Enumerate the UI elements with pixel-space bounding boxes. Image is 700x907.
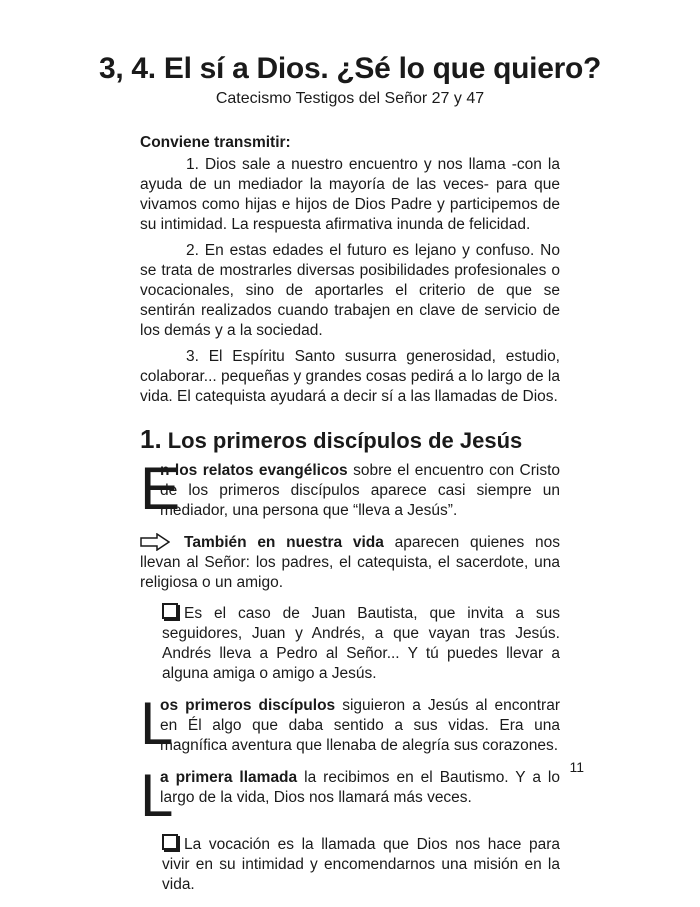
drop-cap: L: [140, 690, 174, 757]
intro-lead: Conviene transmitir:: [140, 134, 291, 151]
paragraph-relatos: [140, 455, 560, 522]
paragraph-text: Es el caso de Juan Bautista, que invita a sus seguidores, Juan y Andrés, a que vayan tras Jesús. Andrés lleva a Pedro al Señor... Y tú puedes llevar a alguna amiga o amigo a Jesús.: [162, 605, 560, 682]
checkbox-bullet-icon: [162, 603, 178, 619]
drop-cap: E: [140, 455, 181, 522]
page-subtitle: Catecismo Testigos del Señor 27 y 47: [215, 90, 485, 107]
bold-phrase: a primera llamada: [160, 769, 298, 786]
paragraph-rest: la recibimos en el Bautismo. Y a lo largo de la vida, Dios nos llamará más veces.: [160, 769, 560, 806]
paragraph-text: [160, 696, 560, 756]
intro-point-3: 3. El Espíritu Santo susurra generosidad, estudio, colaborar... pequeñas y grandes cosas pedirá a lo largo de la vida. El catequista ayudará a decir sí a las llamadas de Dios.: [140, 348, 560, 405]
paragraph-text: [160, 461, 560, 521]
paragraph-juan-bautista: [140, 603, 560, 684]
section-number: 1.: [140, 424, 162, 454]
paragraph-text: La vocación es la llamada que Dios nos hace para vivir en su intimidad y encomendarnos una misión en la vida.: [162, 836, 560, 893]
page-title: 3, 4. El sí a Dios. ¿Sé lo que quiero?: [98, 52, 602, 85]
bold-phrase: n los relatos evangélicos: [160, 462, 348, 479]
paragraph-vocacion: [140, 834, 560, 895]
arrow-right-icon: [140, 533, 170, 551]
intro-point-1: 1. Dios sale a nuestro encuentro y nos llama -con la ayuda de un mediador la mayoría de las veces- para que vivamos como hijas e hijos de Dios Padre y participemos de su intimidad. La respuesta afirmativa inunda de felicidad.: [140, 156, 560, 233]
bold-phrase: También en nuestra vida: [184, 534, 384, 551]
paragraph-text: [160, 768, 560, 808]
paragraph-rest: sobre el encuentro con Cristo de los primeros discípulos aparece casi siempre un mediador, una persona que “lleva a Jesús”.: [160, 462, 560, 519]
section-heading: [140, 425, 560, 455]
paragraph-rest: siguieron a Jesús al encontrar en Él algo que daba sentido a sus vidas. Era una magnífica aventura que llenaba de alegría sus corazones.: [160, 697, 561, 754]
paragraph-rest: aparecen quienes nos llevan al Señor: los padres, el catequista, el sacerdote, una religiosa o un amigo.: [140, 534, 560, 591]
paragraph-nuestra-vida: [140, 533, 560, 593]
checkbox-bullet-icon: [162, 834, 178, 850]
bold-phrase: os primeros discípulos: [160, 697, 336, 714]
section-title-text: Los primeros discípulos de Jesús: [167, 428, 523, 453]
drop-cap: L: [140, 762, 174, 829]
page-number: 11: [569, 759, 584, 775]
intro-point-2: 2. En estas edades el futuro es lejano y confuso. No se trata de mostrarles diversas posibilidades profesionales o vocacionales, sino de aportarles el criterio de que se sentirán realizados cuando trabajen en clave de servicio de los demás y a la sociedad.: [140, 242, 560, 339]
page-content: [140, 133, 560, 907]
paragraph-primera-llamada: [140, 762, 560, 829]
paragraph-primeros-discipulos: [140, 690, 561, 757]
